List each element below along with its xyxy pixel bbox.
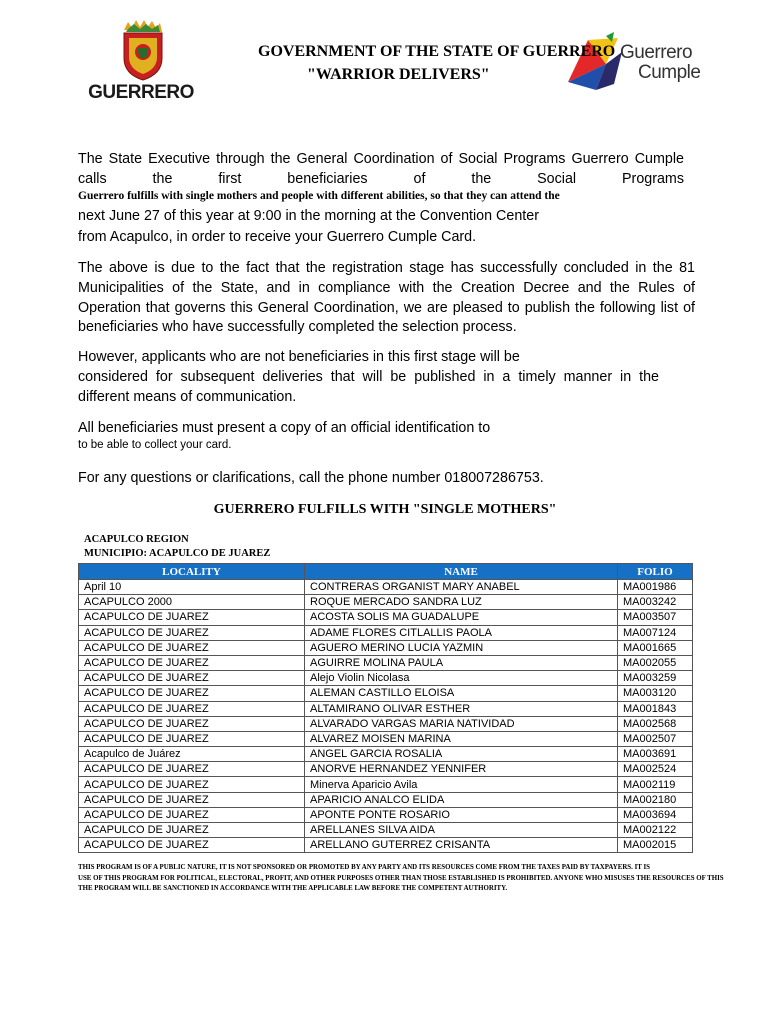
- coat-of-arms-icon: [84, 20, 200, 84]
- name-cell: ARELLANES SILVA AIDA: [305, 823, 618, 838]
- locality-cell: ACAPULCO DE JUAREZ: [79, 731, 305, 746]
- table-body: [79, 580, 693, 853]
- disclaimer-line: THE PROGRAM WILL BE SANCTIONED IN ACCORDANCE WITH THE APPLICABLE LAW BEFORE THE COMPETENT AUTHORITY.: [78, 885, 508, 892]
- folio-cell: MA003242: [618, 595, 693, 610]
- paragraph-identification-line2: to be able to collect your card.: [78, 439, 232, 451]
- table-row: [79, 671, 693, 686]
- locality-cell: ACAPULCO DE JUAREZ: [79, 777, 305, 792]
- table-row: [79, 625, 693, 640]
- table-row: [79, 762, 693, 777]
- locality-cell: April 10: [79, 580, 305, 595]
- paragraph-intro-location-line: from Acapulco, in order to receive your Guerrero Cumple Card.: [78, 229, 477, 245]
- name-cell: APONTE PONTE ROSARIO: [305, 807, 618, 822]
- table-row: [79, 838, 693, 853]
- locality-cell: ACAPULCO DE JUAREZ: [79, 640, 305, 655]
- locality-cell: ACAPULCO DE JUAREZ: [79, 823, 305, 838]
- folio-cell: MA001665: [618, 640, 693, 655]
- guerrero-cumple-logo: [566, 30, 706, 94]
- locality-cell: ACAPULCO DE JUAREZ: [79, 671, 305, 686]
- folio-cell: MA003691: [618, 747, 693, 762]
- folio-cell: MA001986: [618, 580, 693, 595]
- table-row: [79, 701, 693, 716]
- legal-disclaimer: [78, 863, 768, 895]
- table-row: [79, 580, 693, 595]
- table-row: [79, 610, 693, 625]
- paragraph-registration: The above is due to the fact that the registration stage has successfully concluded in the 81 Municipalities of the State, and in compliance with the Creation Decree and the Rules of Operation that governs this General Coordination, we are pleased to publish the following list of beneficiaries who have successfully completed the selection process.: [78, 260, 695, 336]
- locality-cell: ACAPULCO DE JUAREZ: [79, 716, 305, 731]
- locality-cell: ACAPULCO 2000: [79, 595, 305, 610]
- logo-text-guerrero: Guerrero: [620, 42, 693, 63]
- table-header-row: [79, 564, 693, 580]
- table-row: [79, 823, 693, 838]
- table-row: [79, 686, 693, 701]
- guerrero-state-logo: [84, 20, 200, 106]
- name-cell: ALTAMIRANO OLIVAR ESTHER: [305, 701, 618, 716]
- name-cell: Alejo Violin Nicolasa: [305, 671, 618, 686]
- paragraph-applicants-rest: considered for subsequent deliveries that will be published in a timely manner in the different means of communication.: [78, 369, 659, 405]
- locality-cell: ACAPULCO DE JUAREZ: [79, 686, 305, 701]
- folio-cell: MA002524: [618, 762, 693, 777]
- folio-cell: MA003259: [618, 671, 693, 686]
- folio-cell: MA002055: [618, 655, 693, 670]
- name-cell: ADAME FLORES CITLALLIS PAOLA: [305, 625, 618, 640]
- name-cell: ALVAREZ MOISEN MARINA: [305, 731, 618, 746]
- guerrero-cumple-emblem-icon: [566, 30, 626, 92]
- table-row: [79, 747, 693, 762]
- folio-cell: MA002119: [618, 777, 693, 792]
- locality-cell: ACAPULCO DE JUAREZ: [79, 655, 305, 670]
- section-title: GUERRERO FULFILLS WITH "SINGLE MOTHERS": [213, 502, 557, 517]
- table-row: [79, 792, 693, 807]
- paragraph-intro-date-line: next June 27 of this year at 9:00 in the morning at the Convention Center: [78, 208, 539, 224]
- locality-cell: ACAPULCO DE JUAREZ: [79, 807, 305, 822]
- name-cell: CONTRERAS ORGANIST MARY ANABEL: [305, 580, 618, 595]
- paragraph-intro-serif-line: Guerrero fulfills with single mothers and people with different abilities, so that they can attend the: [78, 190, 560, 202]
- paragraph-identification-line1: All beneficiaries must present a copy of an official identification to: [78, 420, 491, 436]
- paragraph-contact: For any questions or clarifications, call the phone number 018007286753.: [78, 470, 544, 486]
- name-cell: ACOSTA SOLIS MA GUADALUPE: [305, 610, 618, 625]
- folio-cell: MA002180: [618, 792, 693, 807]
- folio-cell: MA002122: [618, 823, 693, 838]
- paragraph-intro: The State Executive through the General Coordination of Social Programs Guerrero Cumple calls the first beneficiaries of the Social Programs: [78, 151, 684, 187]
- folio-cell: MA001843: [618, 701, 693, 716]
- folio-cell: MA007124: [618, 625, 693, 640]
- column-header-locality: LOCALITY: [79, 564, 305, 580]
- locality-cell: Acapulco de Juárez: [79, 747, 305, 762]
- folio-cell: MA002507: [618, 731, 693, 746]
- guerrero-wordmark: GUERRERO: [88, 82, 194, 103]
- folio-cell: MA002568: [618, 716, 693, 731]
- column-header-name: NAME: [305, 564, 618, 580]
- name-cell: APARICIO ANALCO ELIDA: [305, 792, 618, 807]
- name-cell: ARELLANO GUTERREZ CRISANTA: [305, 838, 618, 853]
- name-cell: Minerva Aparicio Avila: [305, 777, 618, 792]
- table-row: [79, 595, 693, 610]
- folio-cell: MA002015: [618, 838, 693, 853]
- locality-cell: ACAPULCO DE JUAREZ: [79, 762, 305, 777]
- table-row: [79, 777, 693, 792]
- locality-cell: ACAPULCO DE JUAREZ: [79, 792, 305, 807]
- region-label: ACAPULCO REGION: [84, 534, 189, 545]
- name-cell: AGUIRRE MOLINA PAULA: [305, 655, 618, 670]
- folio-cell: MA003694: [618, 807, 693, 822]
- locality-cell: ACAPULCO DE JUAREZ: [79, 610, 305, 625]
- disclaimer-line: THIS PROGRAM IS OF A PUBLIC NATURE, IT IS NOT SPONSORED OR PROMOTED BY ANY PARTY AND ITS RESOURCES COME FROM THE TAXES PAID BY TAXPAYERS. IT IS: [78, 864, 650, 871]
- document-title: GOVERNMENT OF THE STATE OF GUERRERO: [258, 43, 616, 60]
- beneficiaries-table: [78, 563, 693, 853]
- name-cell: ALEMAN CASTILLO ELOISA: [305, 686, 618, 701]
- name-cell: ALVARADO VARGAS MARIA NATIVIDAD: [305, 716, 618, 731]
- locality-cell: ACAPULCO DE JUAREZ: [79, 838, 305, 853]
- table-row: [79, 731, 693, 746]
- name-cell: ANORVE HERNANDEZ YENNIFER: [305, 762, 618, 777]
- locality-cell: ACAPULCO DE JUAREZ: [79, 701, 305, 716]
- folio-cell: MA003507: [618, 610, 693, 625]
- table-row: [79, 640, 693, 655]
- municipality-label: MUNICIPIO: ACAPULCO DE JUAREZ: [84, 548, 271, 559]
- logo-text-cumple: Cumple: [638, 62, 701, 83]
- document-subtitle: "WARRIOR DELIVERS": [307, 66, 490, 83]
- table-row: [79, 716, 693, 731]
- folio-cell: MA003120: [618, 686, 693, 701]
- name-cell: ANGEL GARCIA ROSALIA: [305, 747, 618, 762]
- locality-cell: ACAPULCO DE JUAREZ: [79, 625, 305, 640]
- name-cell: ROQUE MERCADO SANDRA LUZ: [305, 595, 618, 610]
- table-row: [79, 655, 693, 670]
- table-row: [79, 807, 693, 822]
- disclaimer-line: USE OF THIS PROGRAM FOR POLITICAL, ELECTORAL, PROFIT, AND OTHER PURPOSES OTHER THAN THOSE ESTABLISHED IS PROHIBITED. ANYONE WHO MISUSES THE RESOURCES OF THIS: [78, 874, 724, 882]
- paragraph-applicants-line1: However, applicants who are not beneficiaries in this first stage will be: [78, 349, 520, 365]
- column-header-folio: FOLIO: [618, 564, 693, 580]
- name-cell: AGUERO MERINO LUCIA YAZMIN: [305, 640, 618, 655]
